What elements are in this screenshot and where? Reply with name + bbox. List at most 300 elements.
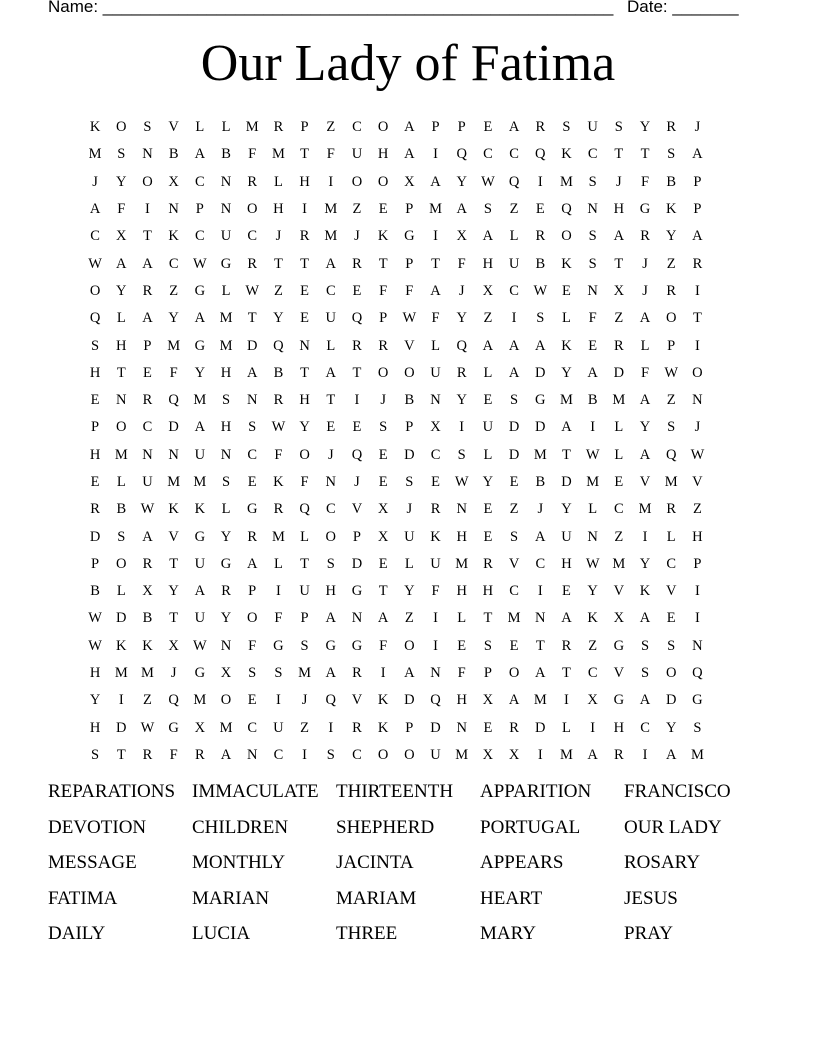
grid-letter: A	[535, 528, 546, 545]
grid-letter: I	[275, 692, 281, 709]
grid-letter: M	[612, 555, 626, 572]
grid-letter: R	[666, 501, 677, 518]
grid-letter: T	[169, 610, 179, 627]
grid-letter: A	[587, 364, 598, 381]
grid-letter: Z	[666, 392, 676, 409]
grid-letter: R	[299, 228, 310, 245]
grid-letter: M	[560, 392, 573, 409]
grid-letter: A	[508, 692, 520, 709]
grid-letter: Q	[89, 310, 101, 327]
grid-letter: G	[404, 228, 415, 245]
grid-letter: R	[142, 392, 153, 409]
grid-letter: A	[535, 665, 546, 682]
grid-letter: N	[142, 446, 153, 463]
grid-letter: I	[145, 201, 150, 218]
grid-letter: D	[404, 692, 415, 709]
grid-letter: L	[640, 337, 650, 354]
grid-letter: Z	[614, 310, 624, 327]
grid-letter: M	[507, 610, 521, 627]
grid-letter: R	[640, 228, 650, 245]
grid-letter: B	[221, 146, 231, 163]
grid-letter: Q	[430, 692, 441, 709]
grid-letter: U	[273, 719, 284, 736]
grid-letter: K	[639, 583, 651, 600]
grid-letter: Q	[508, 173, 520, 190]
grid-letter: N	[142, 146, 153, 163]
grid-letter: Y	[89, 692, 101, 709]
grid-letter: F	[248, 637, 257, 654]
grid-letter: W	[585, 446, 600, 463]
grid-letter: U	[561, 528, 572, 545]
grid-letter: I	[118, 692, 124, 709]
grid-letter: A	[220, 746, 232, 763]
grid-letter: Y	[665, 719, 677, 736]
grid-letter: R	[273, 392, 284, 409]
grid-letter: T	[614, 146, 624, 163]
grid-letter: R	[614, 746, 624, 763]
grid-letter: N	[246, 746, 258, 763]
grid-letter: W	[454, 474, 469, 490]
grid-letter: F	[248, 146, 257, 163]
grid-letter: R	[614, 337, 624, 354]
grid-letter: X	[613, 610, 625, 627]
grid-letter: H	[613, 201, 625, 218]
grid-row	[82, 687, 742, 714]
grid-letter: Y	[404, 583, 415, 600]
grid-letter: K	[168, 501, 179, 518]
grid-letter: R	[456, 364, 467, 381]
grid-letter: H	[613, 719, 625, 736]
grid-letter: K	[561, 146, 572, 163]
grid-letter: X	[587, 692, 598, 709]
grid-letter: A	[561, 610, 572, 627]
grid-letter: C	[614, 501, 624, 518]
grid-letter: J	[380, 392, 386, 409]
grid-row	[82, 605, 742, 632]
grid-letter: B	[535, 474, 546, 490]
grid-letter: K	[194, 501, 206, 518]
grid-letter: A	[325, 665, 337, 682]
grid-letter: L	[509, 228, 519, 245]
grid-letter: B	[273, 364, 284, 381]
grid-letter: H	[377, 146, 389, 163]
grid-letter: L	[116, 583, 126, 600]
grid-letter: E	[483, 501, 493, 518]
word-bank-item: MESSAGE	[48, 852, 137, 873]
grid-letter: P	[248, 583, 257, 600]
grid-letter: L	[483, 364, 493, 381]
grid-letter: R	[352, 719, 362, 736]
grid-letter: R	[142, 746, 153, 763]
grid-letter: C	[587, 146, 598, 163]
grid-letter: K	[168, 228, 179, 245]
grid-letter: U	[351, 146, 363, 163]
grid-letter: E	[300, 282, 310, 299]
grid-letter: M	[455, 746, 469, 763]
grid-letter: T	[247, 310, 257, 327]
grid-letter: F	[640, 173, 650, 190]
grid-letter: G	[220, 555, 232, 572]
grid-letter: Y	[299, 419, 310, 436]
grid-letter: E	[378, 446, 388, 463]
grid-letter: W	[271, 419, 286, 436]
grid-letter: K	[273, 474, 284, 490]
grid-letter: W	[88, 610, 102, 627]
grid-letter: C	[509, 146, 519, 163]
grid-letter: N	[220, 173, 232, 190]
grid-letter: A	[482, 337, 494, 354]
grid-letter: P	[693, 201, 702, 218]
grid-letter: P	[91, 419, 100, 436]
grid-letter: Y	[194, 364, 206, 381]
grid-letter: C	[273, 746, 284, 763]
grid-letter: R	[247, 255, 258, 272]
grid-letter: Z	[483, 310, 493, 327]
grid-letter: H	[299, 392, 310, 409]
grid-letter: Q	[351, 446, 363, 463]
grid-row	[82, 715, 742, 742]
grid-letter: M	[324, 201, 338, 218]
grid-letter: K	[377, 692, 389, 709]
grid-letter: I	[328, 173, 334, 190]
grid-letter: D	[430, 719, 441, 736]
grid-letter: S	[693, 719, 702, 736]
grid-letter: C	[535, 555, 546, 572]
word-bank-item: REPARATIONS	[48, 781, 176, 802]
grid-letter: D	[116, 719, 127, 736]
grid-letter: O	[89, 282, 101, 299]
grid-letter: X	[116, 228, 127, 245]
grid-letter: J	[327, 446, 334, 463]
grid-letter: E	[509, 637, 519, 654]
grid-letter: T	[640, 146, 650, 163]
grid-letter: S	[221, 392, 231, 409]
word-bank-item: ROSARY	[624, 852, 701, 873]
grid-letter: H	[89, 719, 101, 736]
grid-letter: I	[564, 692, 569, 709]
grid-letter: E	[143, 364, 152, 381]
grid-letter: L	[614, 419, 624, 436]
grid-letter: H	[116, 337, 127, 354]
grid-letter: N	[535, 610, 546, 627]
grid-letter: M	[664, 474, 678, 490]
grid-row	[82, 332, 742, 359]
grid-letter: R	[247, 528, 258, 545]
grid-letter: M	[533, 446, 547, 463]
grid-letter: B	[142, 610, 153, 627]
grid-letter: G	[194, 282, 206, 299]
grid-letter: L	[483, 446, 493, 463]
grid-letter: K	[561, 255, 572, 272]
grid-letter: T	[300, 555, 310, 572]
grid-letter: M	[586, 474, 600, 490]
grid-letter: A	[246, 555, 258, 572]
grid-letter: J	[406, 501, 413, 518]
grid-letter: W	[88, 255, 102, 272]
grid-letter: U	[142, 474, 153, 490]
grid-letter: A	[639, 692, 651, 709]
grid-letter: N	[692, 392, 703, 409]
word-bank-item: FATIMA	[48, 887, 118, 909]
grid-letter: R	[90, 501, 100, 518]
grid-letter: T	[169, 555, 179, 572]
grid-letter: B	[666, 173, 677, 190]
grid-row	[82, 278, 742, 305]
grid-letter: N	[351, 610, 363, 627]
grid-letter: D	[246, 337, 258, 354]
grid-letter: A	[89, 201, 101, 218]
grid-letter: A	[430, 282, 441, 299]
grid-letter: T	[143, 228, 152, 245]
grid-letter: L	[273, 173, 283, 190]
grid-letter: Q	[168, 692, 179, 709]
grid-letter: C	[195, 228, 205, 245]
grid-letter: G	[325, 637, 337, 654]
grid-letter: A	[404, 146, 415, 163]
word-bank-item: SHEPHERD	[336, 816, 435, 838]
grid-letter: V	[665, 583, 677, 600]
grid-letter: M	[560, 173, 573, 190]
grid-letter: S	[326, 555, 335, 572]
grid-letter: V	[508, 555, 520, 572]
grid-letter: K	[561, 337, 572, 354]
grid-letter: N	[430, 392, 441, 409]
word-bank-item: MONTHLY	[192, 852, 286, 873]
grid-letter: K	[430, 528, 441, 545]
grid-letter: C	[195, 173, 205, 190]
grid-letter: J	[354, 228, 360, 245]
grid-letter: I	[433, 146, 438, 163]
grid-letter: R	[142, 555, 153, 572]
grid-letter: I	[537, 746, 543, 763]
grid-letter: H	[220, 364, 232, 381]
grid-letter: D	[535, 719, 546, 736]
grid-letter: V	[613, 583, 625, 600]
grid-letter: L	[221, 282, 231, 299]
grid-letter: L	[614, 446, 624, 463]
grid-letter: L	[300, 528, 310, 545]
letter-grid	[82, 114, 742, 769]
grid-letter: T	[378, 583, 388, 600]
grid-letter: Y	[220, 610, 232, 627]
grid-letter: F	[640, 364, 650, 381]
grid-letter: A	[508, 337, 520, 354]
grid-letter: E	[666, 610, 676, 627]
grid-letter: S	[248, 419, 257, 436]
grid-letter: T	[562, 446, 571, 463]
grid-letter: U	[194, 555, 206, 572]
grid-letter: V	[351, 692, 363, 709]
grid-letter: K	[377, 719, 389, 736]
grid-letter: Z	[169, 282, 179, 299]
grid-letter: E	[588, 337, 598, 354]
grid-letter: C	[430, 446, 441, 463]
grid-letter: S	[274, 665, 283, 682]
grid-letter: U	[220, 228, 232, 245]
grid-letter: X	[613, 282, 625, 299]
grid-letter: A	[639, 610, 651, 627]
grid-letter: N	[220, 201, 232, 218]
grid-letter: F	[457, 665, 466, 682]
grid-letter: Y	[639, 555, 651, 572]
grid-letter: F	[117, 201, 126, 218]
page-title: Our Lady of Fatima	[200, 35, 616, 92]
grid-letter: C	[247, 719, 258, 736]
grid-letter: S	[326, 746, 335, 763]
grid-letter: O	[692, 364, 703, 381]
grid-letter: I	[302, 746, 308, 763]
grid-letter: O	[404, 637, 415, 654]
grid-letter: J	[616, 173, 622, 190]
word-bank-item: THREE	[336, 923, 398, 944]
grid-row	[82, 114, 742, 141]
grid-letter: K	[89, 119, 101, 136]
grid-letter: S	[91, 746, 100, 763]
grid-letter: U	[430, 746, 441, 763]
grid-letter: O	[377, 173, 389, 190]
grid-letter: E	[562, 583, 571, 600]
grid-row	[82, 660, 742, 687]
grid-letter: P	[300, 119, 309, 136]
grid-letter: O	[325, 528, 337, 545]
grid-letter: A	[692, 146, 703, 163]
grid-letter: L	[195, 119, 205, 136]
grid-letter: L	[221, 501, 231, 518]
grid-letter: R	[273, 119, 284, 136]
grid-letter: I	[433, 228, 438, 245]
grid-letter: M	[88, 146, 102, 163]
grid-letter: C	[325, 501, 336, 518]
grid-letter: F	[405, 282, 414, 299]
grid-letter: C	[352, 119, 362, 136]
grid-letter: W	[402, 310, 417, 327]
grid-letter: O	[142, 173, 153, 190]
grid-letter: M	[638, 501, 652, 518]
grid-letter: M	[114, 446, 128, 463]
grid-letter: A	[116, 255, 127, 272]
grid-row	[82, 633, 742, 660]
grid-letter: W	[245, 282, 260, 299]
grid-letter: Y	[665, 228, 677, 245]
word-bank-item: MARY	[480, 923, 536, 944]
grid-letter: I	[354, 392, 360, 409]
grid-letter: Z	[300, 719, 310, 736]
grid-letter: T	[431, 255, 440, 272]
grid-row	[82, 742, 742, 769]
grid-letter: P	[431, 119, 440, 136]
grid-letter: V	[168, 119, 179, 136]
grid-letter: C	[247, 446, 258, 463]
grid-letter: S	[667, 419, 676, 436]
grid-letter: I	[694, 583, 700, 600]
grid-letter: Y	[273, 310, 284, 327]
grid-row	[82, 223, 742, 250]
grid-letter: L	[457, 610, 467, 627]
grid-letter: H	[482, 255, 494, 272]
grid-letter: R	[561, 637, 572, 654]
grid-letter: T	[378, 255, 388, 272]
grid-letter: M	[193, 692, 207, 709]
grid-letter: H	[692, 528, 703, 545]
grid-letter: Z	[666, 255, 676, 272]
grid-letter: G	[351, 583, 363, 600]
grid-letter: N	[220, 446, 232, 463]
grid-letter: D	[168, 419, 179, 436]
grid-letter: L	[326, 337, 336, 354]
grid-letter: T	[326, 392, 336, 409]
grid-letter: M	[455, 555, 469, 572]
grid-letter: G	[194, 528, 206, 545]
word-bank	[48, 780, 778, 958]
grid-letter: I	[537, 583, 543, 600]
grid-letter: Y	[116, 282, 127, 299]
grid-letter: A	[482, 228, 494, 245]
grid-row	[82, 196, 742, 223]
grid-letter: B	[535, 255, 546, 272]
grid-letter: O	[377, 119, 389, 136]
grid-letter: S	[91, 337, 100, 354]
grid-letter: U	[194, 610, 206, 627]
grid-letter: W	[193, 637, 207, 654]
grid-letter: I	[328, 719, 334, 736]
grid-letter: S	[640, 665, 650, 682]
grid-letter: O	[665, 665, 677, 682]
grid-letter: F	[169, 364, 178, 381]
grid-letter: W	[664, 364, 679, 381]
grid-letter: B	[116, 501, 127, 518]
grid-letter: R	[666, 282, 677, 299]
grid-letter: X	[482, 692, 494, 709]
grid-letter: O	[404, 746, 415, 763]
grid-row	[82, 250, 742, 277]
grid-letter: M	[167, 337, 181, 354]
grid-letter: A	[142, 310, 153, 327]
grid-letter: M	[298, 665, 312, 682]
grid-letter: U	[299, 583, 310, 600]
grid-letter: H	[89, 364, 101, 381]
grid-letter: J	[354, 474, 360, 490]
grid-letter: V	[613, 665, 625, 682]
grid-letter: G	[273, 637, 284, 654]
grid-letter: J	[301, 692, 308, 709]
grid-letter: A	[587, 746, 598, 763]
grid-letter: E	[326, 419, 336, 436]
grid-letter: M	[533, 692, 547, 709]
grid-letter: C	[483, 146, 493, 163]
grid-letter: M	[560, 746, 573, 763]
grid-letter: P	[405, 255, 414, 272]
word-bank-item: PORTUGAL	[480, 816, 581, 838]
grid-letter: R	[352, 255, 362, 272]
grid-letter: C	[666, 555, 677, 572]
grid-letter: D	[535, 419, 546, 436]
grid-letter: A	[561, 419, 572, 436]
grid-letter: X	[168, 173, 179, 190]
grid-letter: N	[168, 446, 179, 463]
grid-letter: G	[692, 692, 703, 709]
grid-letter: T	[273, 255, 283, 272]
word-bank-item: JESUS	[624, 887, 678, 909]
grid-letter: X	[430, 419, 441, 436]
word-bank-item: APPEARS	[480, 852, 564, 873]
grid-letter: N	[325, 474, 337, 490]
word-bank-item: OUR LADY	[624, 816, 722, 838]
grid-letter: R	[247, 173, 258, 190]
grid-letter: G	[613, 692, 625, 709]
grid-letter: M	[141, 665, 154, 682]
word-bank-item: DEVOTION	[48, 816, 147, 838]
grid-letter: D	[535, 364, 546, 381]
